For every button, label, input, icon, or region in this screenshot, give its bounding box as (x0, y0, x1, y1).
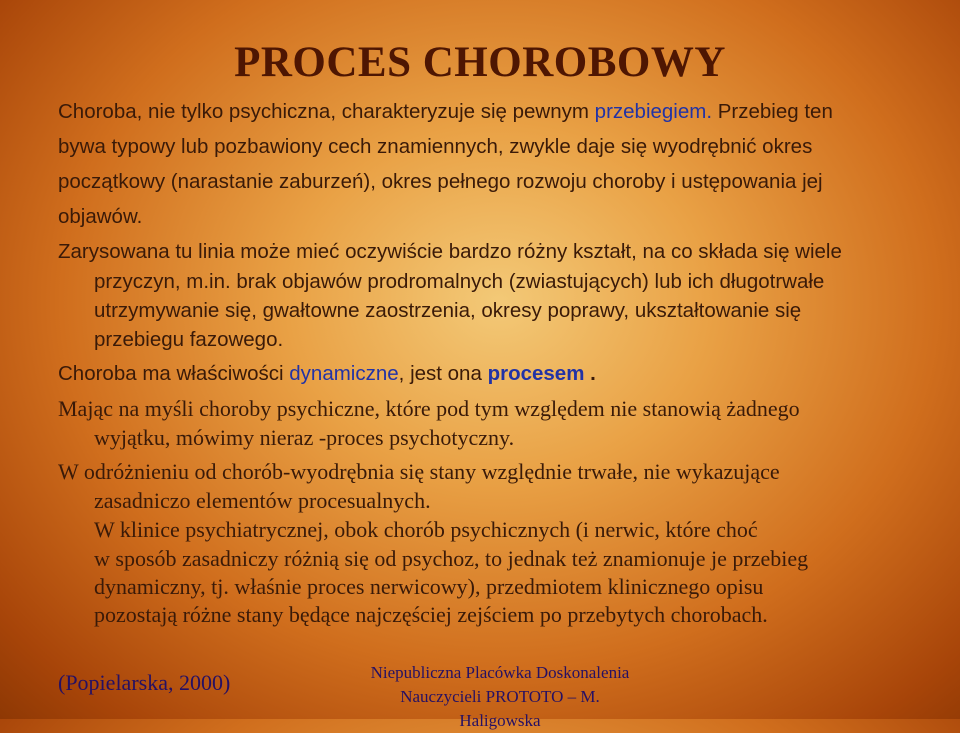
footer-organization (300, 661, 700, 733)
citation: (Popielarska, 2000) (58, 670, 231, 695)
paragraph-line: utrzymywanie się, gwałtowne zaostrzenia, okresy poprawy, ukształtowanie się (94, 299, 802, 322)
paragraph-line: początkowy (narastanie zaburzeń), okres pełnego rozwoju choroby i ustępowania jej (58, 170, 823, 193)
paragraph-line: przyczyn, m.in. brak objawów prodromalnych (zwiastujących) lub ich długotrwałe (94, 270, 825, 293)
paragraph-line: pozostają różne stany będące najczęściej zejściem po przebytych chorobach. (94, 602, 768, 627)
text-span: Przebieg ten (712, 100, 833, 123)
highlight-dynamiczne: dynamiczne (289, 362, 399, 385)
slide-title: PROCES CHOROBOWY (234, 39, 726, 86)
paragraph-dynamic (58, 362, 596, 386)
highlight-procesem: procesem (487, 362, 585, 385)
paragraph-line: W odróżnieniu od chorób-wyodrębnia się stany względnie trwałe, nie wykazujące (58, 459, 780, 484)
paragraph-line: bywa typowy lub pozbawiony cech znamiennych, zwykle daje się wyodrębnić okres (58, 135, 813, 158)
paragraph-line: w sposób zasadniczy różnią się od psychoz, to jednak też znamionuje je przebieg (94, 546, 809, 571)
text-span: . (584, 362, 596, 385)
paragraph-line: dynamiczny, tj. właśnie proces nerwicowy), przedmiotem klinicznego opisu (94, 574, 764, 599)
highlight-przebiegiem: przebiegiem. (594, 100, 713, 123)
paragraph-line: W klinice psychiatrycznej, obok chorób psychicznych (i nerwic, które choć (94, 517, 758, 542)
paragraph-line: wyjątku, mówimy nieraz -proces psychotyczny. (94, 425, 515, 450)
paragraph-line: przebiegu fazowego. (94, 328, 284, 351)
paragraph-line (58, 100, 833, 124)
paragraph-line: Zarysowana tu linia może mieć oczywiście bardzo różny kształt, na co składa się wiele (58, 240, 842, 263)
footer-line: Haligowska (459, 711, 541, 730)
text-span: Choroba ma właściwości (58, 362, 290, 385)
footer-line: Nauczycieli PROTOTO – M. (400, 687, 600, 706)
footer-line: Niepubliczna Placówka Doskonalenia (370, 663, 630, 682)
paragraph-line: objawów. (58, 205, 143, 228)
text-span: Choroba, nie tylko psychiczna, charakteryzuje się pewnym (58, 100, 595, 123)
paragraph-line: zasadniczo elementów procesualnych. (94, 488, 431, 513)
paragraph-line: Mając na myśli choroby psychiczne, które pod tym względem nie stanowią żadnego (58, 396, 800, 421)
text-span: , jest ona (398, 362, 488, 385)
